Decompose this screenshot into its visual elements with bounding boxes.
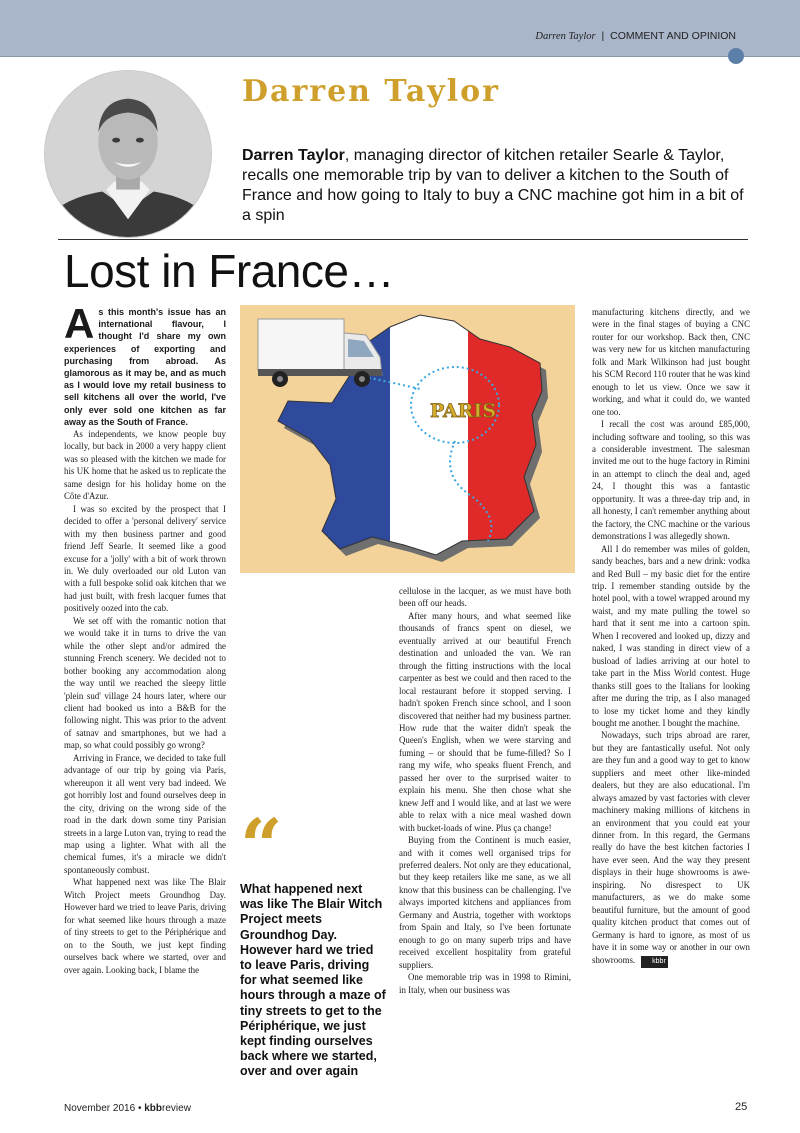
quote-marks-icon: “ xyxy=(240,804,283,890)
france-map-icon xyxy=(240,305,575,573)
body-paragraph: Buying from the Continent is much easier, and with it comes well organised trips for preferred dealers. Not only are they educational, but they keep retailers like me sane, as we all know that this business can be challenging. I've always imported kitchens and appliances from Germany and Austria, together with worktops from Spain and Italy, so I've been fortunate enough to go on many superb trips and have received excellent hospitality from grateful suppliers. xyxy=(399,835,571,970)
footer-publication xyxy=(64,1103,191,1114)
column-1 xyxy=(64,300,226,976)
header-band xyxy=(0,0,800,57)
france-van-illustration xyxy=(240,305,575,573)
intro-text: s this month's issue has an international flavour, I thought I'd share my own experiences of exporting and purchasing from abroad. As glamorous as it may be, and as much as I would love my retail business to sell kitchens all over the world, I've only ever sold one kitchen as far away as the South of France. xyxy=(64,307,226,427)
final-paragraph-text: Nowadays, such trips abroad are rarer, but they are fantastically useful. Not only are they fun and a good way to get to know suppliers and meet other like-minded dealers, but they are also educational. I'm always amazed by vast factories with clever machinery making millions of kitchens in an environment that you could eat your dinner from. In this regard, the Germans really do have the best kitchen factories I have ever seen. And the way they present displays in their huge showrooms is awe-inspiring. No disrespect to UK manufacturers, as we do make some beautiful furniture, but the amount of good quality kitchen product that comes out of Germany is hard to ignore, as most of us have it in some way or another in our own showrooms. xyxy=(592,730,750,965)
author-portrait-icon xyxy=(45,71,211,237)
standfirst xyxy=(242,146,747,226)
footer-date: November 2016 xyxy=(64,1103,136,1114)
body-paragraph: I recall the cost was around £85,000, including software and tooling, so this was a considerable investment. The salesman invited me out to the huge factory in Rimini in an attempt to clinch the deal and, aged 24, I thought this was a fantastic opportunity. It was a three-day trip and, in all honesty, I can't remember anything about the factory, the CNC machine or the various demonstrations I was allegedly shown. xyxy=(592,419,750,542)
body-paragraph: We set off with the romantic notion that we would take it in turns to drive the van while the other slept and/or admired the stunning French scenery. We decided not to bother booking any accommodation along the way until we reached the sleepy little 'plein sud' village 24 hours later, where our client had booked us into a B&B for the following night. This was prior to the advent of satnav and smartphones, but we had a map, so what could possibly go wrong? xyxy=(64,615,226,751)
footer-separator: • xyxy=(137,1103,142,1114)
author-photo xyxy=(44,70,212,238)
body-paragraph: cellulose in the lacquer, as we must have both been off our heads. xyxy=(399,586,571,609)
running-head-author: Darren Taylor xyxy=(535,31,596,42)
column-4 xyxy=(592,306,750,968)
column-3 xyxy=(399,585,571,996)
drop-cap: A xyxy=(64,300,95,347)
running-head-section: COMMENT AND OPINION xyxy=(610,30,736,42)
body-paragraph: As independents, we know people buy locally, but back in 2000 a very happy client was so pleased with the kitchen we made for his UK home that he asked us to replicate the same design for his holiday home on the Côte d'Azur. xyxy=(64,429,226,502)
end-mark: kbbr xyxy=(641,956,668,968)
footer-brand-bold: kbb xyxy=(144,1103,163,1114)
body-paragraph: Arriving in France, we decided to take full advantage of our trip by going via Paris, whereupon it all went very bad indeed. We got horribly lost and found ourselves deep in the city, driving on the wrong side of the road in the dark down some tiny Parisian streets in a large Luton van, trying to read the map using a lighter. What with all the chemical fumes, it's a miracle we didn't spontaneously combust. xyxy=(64,752,226,875)
pull-quote-text: What happened next was like The Blair Witch Project meets Groundhog Day. However hard we tried to leave Paris, driving for what seemed like hours through a maze of tiny streets to get to the Périphérique, we just kept finding ourselves back where we started, over and over again xyxy=(240,882,386,1079)
body-paragraph: What happened next was like The Blair Witch Project meets Groundhog Day. However hard we tried to leave Paris, driving for what seemed like hours through a maze of tiny streets to get to the Périphérique and on to the South, we just kept finding ourselves back where we started, over and over again. Looking back, I blame the xyxy=(64,877,226,975)
body-paragraph xyxy=(592,729,750,968)
footer-brand-rest: review xyxy=(162,1103,191,1114)
pull-quote xyxy=(240,804,388,1080)
running-head xyxy=(535,30,736,42)
header-dot xyxy=(728,48,744,64)
standfirst-name: Darren Taylor xyxy=(242,147,345,164)
body-paragraph: manufacturing kitchens directly, and we were in the final stages of buying a CNC router for our workshop. Back then, CNC was very new for us kitchen manufacturing folk and Mark Wilkinson had just bought his SCM Record 110 router that he was kind enough to let us view. Once we saw it working, and what it could do, we wanted one too. xyxy=(592,307,750,417)
body-paragraph: I was so excited by the prospect that I decided to offer a 'personal delivery' service with my then business partner and good friend Jeff Searle. It seemed like a good excuse for a 'jolly' with a bit of work thrown in. We duly overloaded our old Luton van with a full bespoke solid oak kitchen that we had just built, with fresh lacquer fumes that positively oozed into the cab. xyxy=(64,503,226,614)
page-number: 25 xyxy=(735,1101,748,1113)
paris-label: PARIS xyxy=(430,400,497,422)
intro-paragraph xyxy=(64,300,226,428)
body-paragraph: After many hours, and what seemed like thousands of francs spent on diesel, we eventually arrived at our beautiful French destination and unloaded the van. We ran through the fitting instructions with the local carpenter as best we could and then raced to the local restaurant before it stopped serving. I hadn't spoken French since school, and I soon discovered that neither had my business partner. How rude that the waiter didn't speak the Queen's English, when we were starving and fuming – or should that be fume-filled? So I rang my wife, who speaks fluent French, and passed her over to the surprised waiter to explain his menu. She then chose what she knew Jeff and I would like, and at last we were able to relax with a nice meal washed down with bucket-loads of wine. Plus ça change! xyxy=(399,610,571,833)
body-paragraph: One memorable trip was in 1998 to Rimini, in Italy, when our business was xyxy=(399,972,571,995)
body-paragraph: All I do remember was miles of golden, sandy beaches, bars and a new drink: vodka and Red Bull – my basic diet for the entire trip. I remember standing outside by the hotel pool, with a towel wrapped around my waist, and my mate pulling the towel so hard that it sent me into a cartoon spin. When I recovered and looked up, dizzy and naked, I was standing in direct view of a busload of ladies arriving at our hotel to take part in the Miss World contest. Huge thanks still goes to the Italians for looking after me during the trip, as I also managed to lose my ticket home and they kindly bought me another. I bought the machine. xyxy=(592,543,750,728)
headline: Lost in France… xyxy=(64,245,394,297)
standfirst-text: , managing director of kitchen retailer Searle & Taylor, recalls one memorable trip by van to deliver a kitchen to the South of France and how going to Italy to buy a CNC machine got him in a bit of a spin xyxy=(242,147,744,224)
author-name-title: Darren Taylor xyxy=(242,74,500,109)
header-rule xyxy=(58,239,748,240)
running-head-separator: | xyxy=(601,30,605,42)
